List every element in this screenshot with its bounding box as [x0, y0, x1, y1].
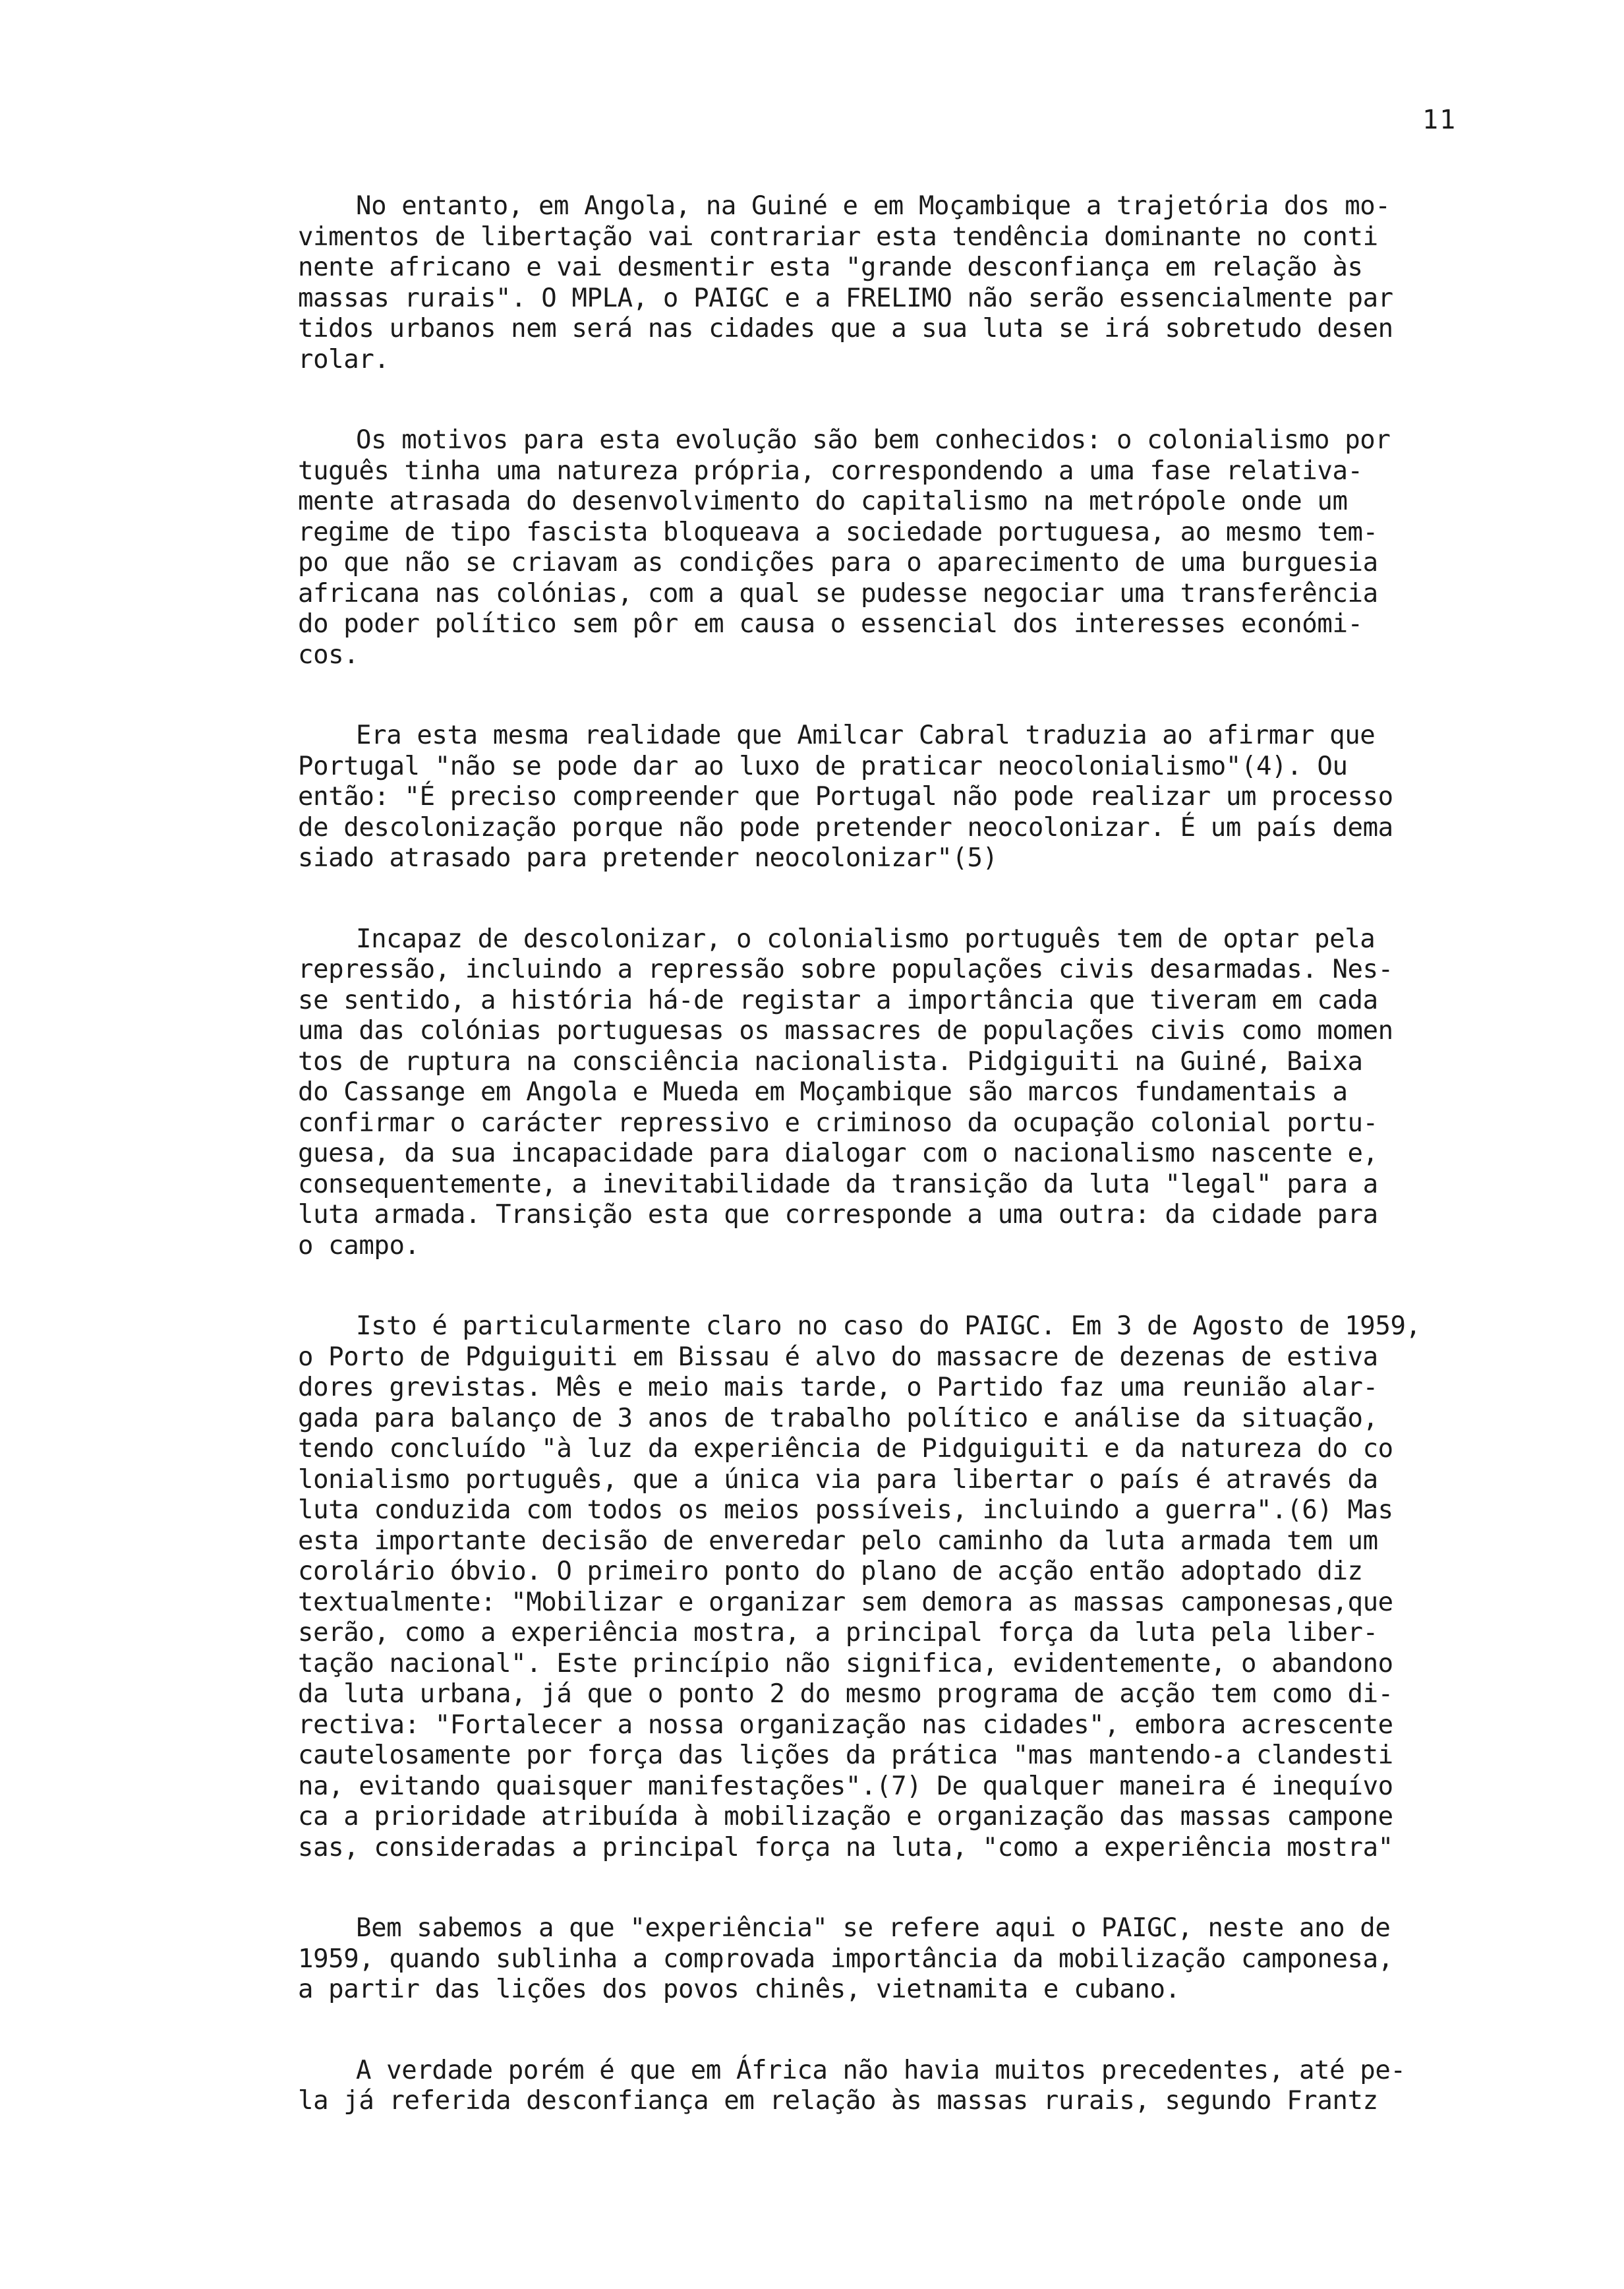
text-line: do poder político sem pôr em causa o essencial dos interesses económi- — [298, 609, 1363, 639]
text-line: repressão, incluindo a repressão sobre populações civis desarmadas. Nes- — [298, 955, 1393, 984]
text-line: A verdade porém é que em África não havia muitos precedentes, até pe- — [356, 2055, 1406, 2085]
text-line: rolar. — [298, 344, 390, 374]
text-line: uma das colónias portuguesas os massacres de populações civis como momen — [298, 1016, 1393, 1046]
text-line: tação nacional". Este princípio não significa, evidentemente, o abandono — [298, 1648, 1393, 1679]
text-line: se sentido, a história há-de registar a importância que tiveram em cada — [298, 985, 1378, 1015]
text-line: Isto é particularmente claro no caso do PAIGC. Em 3 de Agosto de 1959, — [356, 1311, 1421, 1341]
text-line: No entanto, em Angola, na Guiné e em Moçambique a trajetória dos mo- — [356, 191, 1391, 221]
text-line: mente atrasada do desenvolvimento do capitalismo na metrópole onde um — [298, 487, 1348, 516]
text-line: siado atrasado para pretender neocolonizar"(5) — [298, 843, 998, 873]
text-line: tuguês tinha uma natureza própria, correspondendo a uma fase relativa- — [298, 456, 1363, 486]
text-line: de descolonização porque não pode pretender neocolonizar. É um país dema — [298, 812, 1393, 843]
text-line: Bem sabemos a que "experiência" se refere aqui o PAIGC, neste ano de — [356, 1913, 1391, 1943]
paragraph — [298, 1311, 1497, 1863]
text-line: luta armada. Transição esta que corresponde a uma outra: da cidade para — [298, 1200, 1378, 1230]
text-line: la já referida desconfiança em relação às massas rurais, segundo Frantz — [298, 2086, 1378, 2116]
text-line: lonialismo português, que a única via para libertar o país é através da — [298, 1464, 1378, 1495]
text-line: tos de ruptura na consciência nacionalista. Pidgiguiti na Guiné, Baixa — [298, 1046, 1363, 1077]
text-line: então: "É preciso compreender que Portugal não pode realizar um processo — [298, 782, 1393, 812]
text-line: do Cassange em Angola e Mueda em Moçambique são marcos fundamentais a — [298, 1077, 1348, 1107]
text-line: corolário óbvio. O primeiro ponto do plano de acção então adoptado diz — [298, 1557, 1363, 1586]
page-number: 11 — [1422, 105, 1457, 135]
text-line: guesa, da sua incapacidade para dialogar com o nacionalismo nascente e, — [298, 1139, 1378, 1168]
text-line: ca a prioridade atribuída à mobilização e organização das massas campone — [298, 1802, 1393, 1831]
text-line: vimentos de libertação vai contrariar esta tendência dominante no conti — [298, 222, 1378, 252]
text-line: Incapaz de descolonizar, o colonialismo português tem de optar pela — [356, 924, 1376, 954]
paragraph — [298, 1913, 1497, 2006]
text-line: tidos urbanos nem será nas cidades que a sua luta se irá sobretudo desen — [298, 314, 1393, 343]
text-line: confirmar o carácter repressivo e criminoso da ocupação colonial portu- — [298, 1108, 1378, 1138]
text-line: cautelosamente por força das lições da prática "mas mantendo-a clandesti — [298, 1740, 1393, 1770]
text-line: sas, consideradas a principal força na luta, "como a experiência mostra" — [298, 1832, 1393, 1862]
text-line: po que não se criavam as condições para o aparecimento de uma burguesia — [298, 548, 1378, 578]
text-line: esta importante decisão de enveredar pelo caminho da luta armada tem um — [298, 1526, 1378, 1556]
text-line: rectiva: "Fortalecer a nossa organização nas cidades", embora acrescente — [298, 1709, 1393, 1740]
text-line: gada para balanço de 3 anos de trabalho político e análise da situação, — [298, 1403, 1378, 1433]
text-line: serão, como a experiência mostra, a principal força da luta pela liber- — [298, 1618, 1378, 1648]
text-line: textualmente: "Mobilizar e organizar sem demora as massas camponesas,que — [298, 1587, 1393, 1617]
paragraph — [298, 425, 1497, 670]
text-line: luta conduzida com todos os meios possíveis, incluindo a guerra".(6) Mas — [298, 1495, 1393, 1525]
text-line: Os motivos para esta evolução são bem conhecidos: o colonialismo por — [356, 425, 1391, 455]
text-line: 1959, quando sublinha a comprovada importância da mobilização camponesa, — [298, 1944, 1393, 1974]
paragraph — [298, 721, 1497, 874]
text-line: cos. — [298, 639, 359, 670]
text-line: Era esta mesma realidade que Amilcar Cabral traduzia ao afirmar que — [356, 721, 1376, 750]
text-line: tendo concluído "à luz da experiência de Pidguiguiti e da natureza do co — [298, 1434, 1393, 1464]
text-line: na, evitando quaisquer manifestações".(7) De qualquer maneira é inequívo — [298, 1771, 1393, 1801]
text-line: a partir das lições dos povos chinês, vietnamita e cubano. — [298, 1975, 1180, 2004]
text-line: regime de tipo fascista bloqueava a sociedade portuguesa, ao mesmo tem- — [298, 517, 1378, 547]
text-line: consequentemente, a inevitabilidade da transição da luta "legal" para a — [298, 1169, 1378, 1199]
paragraph — [298, 191, 1497, 375]
text-line: Portugal "não se pode dar ao luxo de praticar neocolonialismo"(4). Ou — [298, 751, 1348, 781]
paragraph — [298, 924, 1497, 1262]
document-body — [298, 191, 1497, 2167]
text-line: nente africano e vai desmentir esta "grande desconfiança em relação às — [298, 253, 1363, 282]
paragraph — [298, 2056, 1497, 2117]
text-line: dores grevistas. Mês e meio mais tarde, o Partido faz uma reunião alar- — [298, 1373, 1378, 1402]
text-line: o Porto de Pdguiguiti em Bissau é alvo do massacre de dezenas de estiva — [298, 1342, 1378, 1372]
text-line: da luta urbana, já que o ponto 2 do mesmo programa de acção tem como di- — [298, 1679, 1393, 1709]
text-line: massas rurais". O MPLA, o PAIGC e a FRELIMO não serão essencialmente par — [298, 283, 1393, 313]
text-line: africana nas colónias, com a qual se pudesse negociar uma transferência — [298, 578, 1378, 609]
text-line: o campo. — [298, 1230, 420, 1261]
